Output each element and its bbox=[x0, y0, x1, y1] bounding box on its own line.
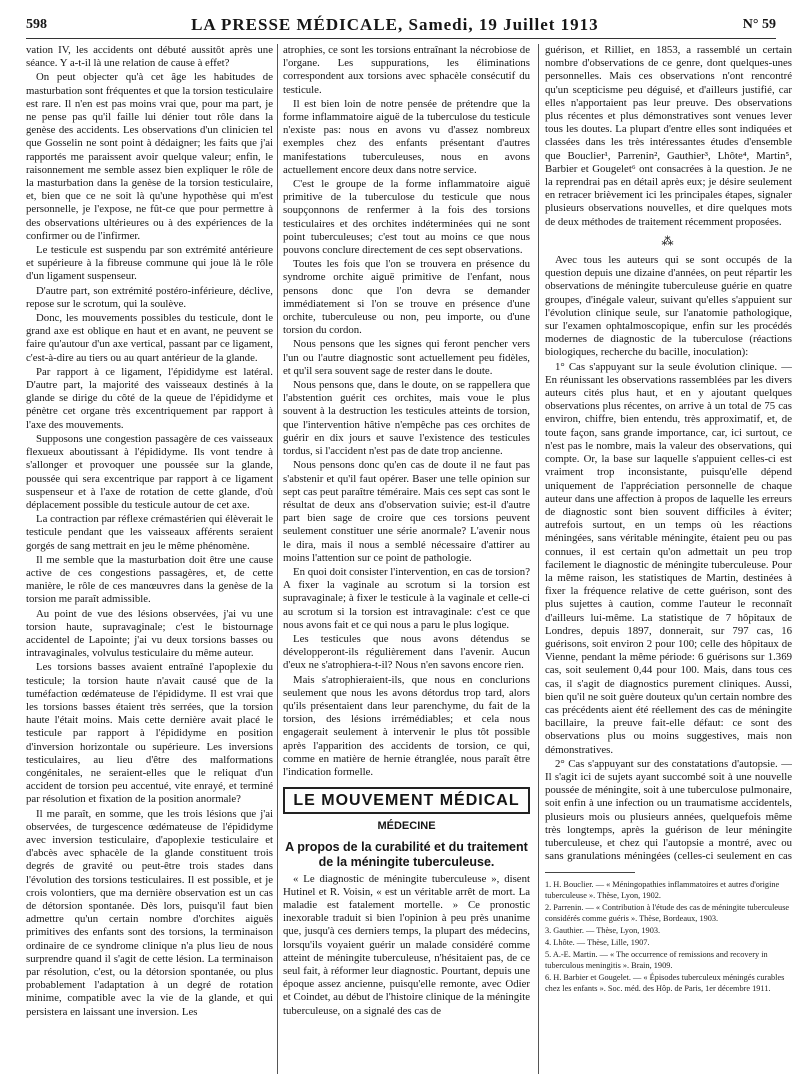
paragraph: C'est le groupe de la forme inflammatoire aiguë primitive de la tuberculose du testicule que nous soupçonnons de renfermer à la fois des torsions testiculaires et des orchites indéterminées qui ne sont point tuberculeuses; c'est tout au moins ce que nous pouvons conclure directement de ces sept observations. bbox=[283, 178, 530, 257]
footnote: 5. A.-E. Martin. — « The occurrence of remissions and recovery in tuberculous meningitis ». Brain, 1909. bbox=[545, 950, 768, 970]
column-3 bbox=[545, 44, 792, 864]
paragraph: « Le diagnostic de méningite tuberculeuse », disent Hutinel et R. Voisin, « est un véritable arrêt de mort. La maladie est fatalement mortelle. » Ce pronostic inexorable traduit si bien l'opinion à peu près unanime que, jusqu'à ces derniers temps, la plupart des médecins, lorsqu'ils voyaient guérir un malade considéré comme atteint de méningite tuberculeuse, n'hésitaient pas, de ce seul fait, à réformer leur diagnostic. Pourtant, depuis une époque assez ancienne, puisqu'elle remonte, avec Odier et Coindet, au début de l'histoire clinique de la méningite tuberculeuse, on a signalé des cas de bbox=[283, 872, 530, 1017]
page-header bbox=[26, 12, 776, 39]
column-divider bbox=[277, 44, 278, 1074]
paragraph: Nous pensons que les signes qui feront pencher vers l'un ou l'autre diagnostic sont actuellement peu fidèles, et qu'il sera souvent sage de rester dans le doute. bbox=[283, 338, 530, 377]
issue-number: N° 59 bbox=[742, 17, 776, 32]
page-number: 598 bbox=[26, 17, 47, 32]
paragraph: Supposons une congestion passagère de ces vaisseaux flexueux aboutissant à l'épididyme. Ils vont tendre à s'allonger et provoquer une poussée sur la glande, poussée qui sera excentrique par rapport à ce ligament suspenseur et à l'axe de rotation de cette glande, d'où déplacement possible du testicule autour de cet axe. bbox=[26, 432, 273, 511]
paragraph: Les torsions basses avaient entraîné l'apoplexie du testicule; la torsion haute n'avait causé que de la tuméfaction œdémateuse de l'épididyme. Il est vrai que les torsions basses étaient très serrées, que la torsion haute l'était moins. Mais cette dernière avait placé le testicule par rapport à l'épididyme en position d'inversion horizontale ou supérieure. Les inversions testiculaires, au lieu d'être des malformations congénitales, ne seraient-elles que le reliquat d'un accident de torsion peu accentué, vite enrayé, et terminé par résolution et fixation de la position anormale? bbox=[26, 661, 273, 806]
article-title: A propos de la curabilité et du traitement de la méningite tuberculeuse. bbox=[285, 839, 528, 869]
paragraph: 2° Cas s'appuyant sur des constatations d'autopsie. — Il s'agit ici de sujets ayant succombé soit à une nouvelle poussée de méningite, soit à une tuberculose pulmonaire, soit enfin à une infection ou un traumatisme accidentels, plusieurs mois ou plusieurs années, quelquefois même très longtemps, après la guérison de leur méningite tuberculeuse, et chez qui l'autopsie a montré, avec ou sans granulations méningées (celles-ci seulement en cas bbox=[545, 757, 792, 863]
footnote: 1. H. Bouclier. — « Méningopathies inflammatoires et autres d'origine tuberculeuse ». Thèse, Lyon, 1902. bbox=[545, 880, 780, 900]
paragraph: Avec tous les auteurs qui se sont occupés de la question depuis une dizaine d'années, on peut répartir les observations de méningite tuberculeuse guérie en quatre groupes, d'inégale valeur, suivant qu'elles s'appuient sur l'évolution clinique seule, sur l'anatomie pathologique, sur l'examen ophtalmoscopique, enfin sur les procédés modernes de diagnostic de la tuberculose (réactions biologiques, recherche du bacille, inoculation): bbox=[545, 254, 792, 359]
paragraph: Nous pensons que, dans le doute, on se rappellera que l'abstention guérit ces orchites, mais voue le plus souvent à la destruction les testicules atteints de torsion, que l'intervention hâtive n'empêche pas ces orchites de guérir en dix jours et sauve l'existence des testicules tordus, si l'accident n'est pas de date trop ancienne. bbox=[283, 379, 530, 458]
paragraph: Les testicules que nous avons détendus se développeront-ils régulièrement dans l'avenir. Aucun d'eux ne s'atrophiera-t-il? Nous n'en savons encore rien. bbox=[283, 632, 530, 672]
footnote: 2. Parrenin. — « Contribution à l'étude des cas de méningite tuberculeuse considérés comme guéris ». Thèse, Bordeaux, 1903. bbox=[545, 903, 790, 923]
footnote: 4. Lhôte. — Thèse, Lille, 1907. bbox=[545, 938, 650, 947]
paragraph: Donc, les mouvements possibles du testicule, dont le grand axe est oblique en haut et en avant, ne peuvent se faire qu'autour d'un axe vertical, passant par ce ligament, c'est-à-dire au tiers ou au quart antérieur de la glande. bbox=[26, 312, 273, 364]
paragraph: Nous pensons donc qu'en cas de doute il ne faut pas s'abstenir et qu'il faut opérer. Baser une telle opinion sur sept cas peut paraître téméraire. Mais ces sept cas sont le résultat de deux ans d'observation suivie; est-il d'autre part bien sage de croire que ces torsions peuvent seulement constituer une série anormale? L'avenir nous le dira, mais il nous a semblé nécessaire d'attirer au moins l'attention sur ce point de pathologie. bbox=[283, 459, 530, 564]
subsection-title: MÉDECINE bbox=[377, 820, 436, 833]
paragraph: D'autre part, son extrémité postéro-inférieure, déclive, repose sur le scrotum, qui la soulève. bbox=[26, 284, 273, 310]
paragraph: Il me semble que la masturbation doit être une cause active de ces congestions passagères, et, de cette manière, le rôle de ces manœuvres dans la genèse de la torsion me paraît admissible. bbox=[26, 553, 273, 606]
column-1 bbox=[26, 44, 273, 1074]
paragraph: 1° Cas s'appuyant sur la seule évolution clinique. — En réunissant les observations rassemblées par les divers auteurs cités plus haut, et en y ajoutant quelques observations plus récentes, on arrive à un total de 75 cas environ, chiffre, bien entendu, très approximatif, et, de toute façon, sans grande importance, car, ici surtout, ce n'est pas le nombre, mais la valeur des observations, qui compte. Or, la base sur laquelle s'appuient celles-ci est vraiment trop inconsistante, puisqu'elle dépend uniquement de l'appréciation personnelle de chaque auteur dans une affection à propos de laquelle les erreurs de diagnostic sont bien souvent difficiles à éviter; autrefois surtout, en un temps où les réactions méningées, sans véritable méningite, étaient peu ou pas connues, il est certain qu'on admettait un peu trop facilement le diagnostic de méningite tuberculeuse. Pour la même raison, les statistiques de Martin, destinées à fixer la fréquence relative de cette guérison, sont des plus sujettes à caution, comme l'auteur le reconnaît d'ailleurs lui-même. La statistique de 7 hôpitaux de Londres, depuis 1897, donnerait, sur 797 cas, 16 guérisons, soit environ 2 pour 100; celle des hôpitaux de Vienne, pendant la même période: 6 guérisons sur 1.369 cas, soit seulement 0,44 pour 100. Mais, dans tous ces cas, il s'agit de diagnostics purement cliniques. Aussi, bien qu'il ne soit guère douteux qu'un certain nombre des cas précédents aient été réellement des cas de méningite bacillaire, la preuve fait-elle défaut: ce sont des observations plus ou moins suggestives, mais non démonstratives. bbox=[545, 360, 792, 756]
footnotes bbox=[545, 872, 792, 995]
paragraph: En quoi doit consister l'intervention, en cas de torsion? A fixer la vaginale au scrotum si la torsion est supravaginale; à fixer le testicule à la vaginale et celle-ci au scrotum si la torsion est intravaginale: c'est ce que nous avons fait et ce qui nous a paru le plus logique. bbox=[283, 565, 530, 631]
paragraph: On peut objecter qu'à cet âge les habitudes de masturbation sont fréquentes et que la torsion testiculaire est rare. Il n'en est pas moins vrai que, pour ma part, je ne pense pas qu'il faille lui dénier tout rôle dans la genèse des accidents. Les observations d'un clinicien tel que Gosselin ne sont point à dédaigner; les faits que j'ai rapportés me paraissent avoir quelque valeur; enfin, le raisonnement me semble assez bien expliquer le rôle de la masturbation dans la genèse de la torsion testiculaire, et, bien que ce ne soit là qu'une hypothèse qui m'est personnelle, je l'expose, ne fût-ce que pour permettre à des observations ultérieures ou à des expériences de la confirmer ou de l'infirmer. bbox=[26, 71, 273, 242]
journal-title: LA PRESSE MÉDICALE, Samedi, 19 Juillet 1913 bbox=[191, 15, 599, 34]
footnote: 6. H. Barbier et Gougelet. — « Épisodes tuberculeux méningés curables chez les enfants ». Soc. méd. des Hôp. de Paris, 1er décembre 1911. bbox=[545, 973, 785, 993]
paragraph: Par rapport à ce ligament, l'épididyme est latéral. D'autre part, la majorité des vaisseaux destinés à la glande se dirige du côté de la queue de l'épididyme et pénètre cet organe très excentriquement par rapport à l'axe des mouvements. bbox=[26, 365, 273, 431]
paragraph: vation IV, les accidents ont débuté aussitôt après une séance. Y a-t-il là une relation de cause à effet? bbox=[26, 44, 273, 70]
footnote-rule bbox=[545, 872, 635, 873]
paragraph: Il est bien loin de notre pensée de prétendre que la forme inflammatoire aiguë de la tuberculose du testicule n'existe pas: nous en avons vu d'assez nombreux exemples chez des enfants présentant d'autres manifestations tuberculeuses, nous en avons actuellement encore deux dans notre service. bbox=[283, 97, 530, 176]
column-divider bbox=[538, 44, 539, 1074]
footnote: 3. Gauthier. — Thèse, Lyon, 1903. bbox=[545, 926, 661, 935]
paragraph: guérison, et Rilliet, en 1853, a rassemblé un certain nombre d'observations de ce genre, dont quelques-unes personnelles. Mais ces observations n'ont rencontré qu'un scepticisme peu déguisé, et d'ailleurs justifié, car elles n'apportaient pas leur preuve. Des observations plus récentes et plus démonstratives sont venues lever tous les doutes. La plupart d'entre elles sont indiquées et classées dans les très intéressantes études d'ensemble que Bouclier¹, Parrenin², Gauthier³, Lhôte⁴, Martin⁵, Barbier et Gougelet⁶ ont consacrées à la question. Je ne la reprendrai pas en détail après eux; je désire seulement en retracer brièvement ici les principales étapes, signaler plusieurs observations nouvelles, et dire quelques mots de deux méthodes de traitement récemment proposées. bbox=[545, 44, 792, 228]
paragraph: Au point de vue des lésions observées, j'ai vu une torsion haute, supravaginale; c'est le bistournage accidentel de Lapointe; j'ai vu deux torsions basses ou intravaginales, volvulus testiculaire du même auteur. bbox=[26, 607, 273, 660]
section-title: LE MOUVEMENT MÉDICAL bbox=[283, 787, 530, 814]
asterism-separator: ⁂ bbox=[661, 233, 676, 248]
column-2 bbox=[283, 44, 530, 1074]
paragraph: La contraction par réflexe crémastérien qui élèverait le testicule pendant que les vaisseaux afférents seraient gorgés de sang mettrait en jeu le même phénomène. bbox=[26, 513, 273, 552]
paragraph: atrophies, ce sont les torsions entraînant la nécrobiose de l'organe. Les suppurations, les éliminations correspondent aux torsions avec sphacèle consécutif du testicule. bbox=[283, 44, 530, 96]
paragraph: Toutes les fois que l'on se trouvera en présence du syndrome orchite aiguë primitive de l'enfant, nous pensons donc que l'on devra se demander immédiatement si l'on se trouve en présence d'une orchite, tuberculeuse ou non, peu importe, ou d'une torsion du cordon. bbox=[283, 258, 530, 337]
paragraph: Il me paraît, en somme, que les trois lésions que j'ai observées, de turgescence œdémateuse de l'épididyme avec inversion testiculaire, d'apoplexie testiculaire et d'abcès avec sphacèle de la glande constituent trois degrés de gravité ou peut-être trois stades dans l'évolution des torsions testiculaires. Il est possible, et je crois volontiers, que ma dernière observation est un cas de détorsion spontanée. Dès lors, puisqu'il faut bien admettre qu'un certain nombre d'orchites aiguës primitives des enfants sont des torsions, la terminaison ordinaire de ce syndrome clinique n'a plus lieu de nous surprendre quand il s'agit de cette lésion. La terminaison par résolution, c'est, ou la détorsion spontanée, ou plus probablement l'adaptation à un degré de rotation minime, compatible avec la vie de la glande, et qui persistera en laissant une inversion. Les bbox=[26, 807, 273, 1018]
paragraph: Mais s'atrophieraient-ils, que nous en conclurions seulement que nous les avons détordus trop tard, alors qu'ils présentaient dans leur parenchyme, du fait de la torsion, des lésions irrémédiables; et cela nous engagerait seulement à intervenir le plus tôt possible après l'apparition des accidents de torsion, ce qui, comme en matière de hernie étranglée, nous paraît être l'indication formelle. bbox=[283, 673, 530, 778]
paragraph: Le testicule est suspendu par son extrémité antérieure et supérieure à la fibreuse commune qui joue là le rôle d'un ligament suspenseur. bbox=[26, 244, 273, 283]
